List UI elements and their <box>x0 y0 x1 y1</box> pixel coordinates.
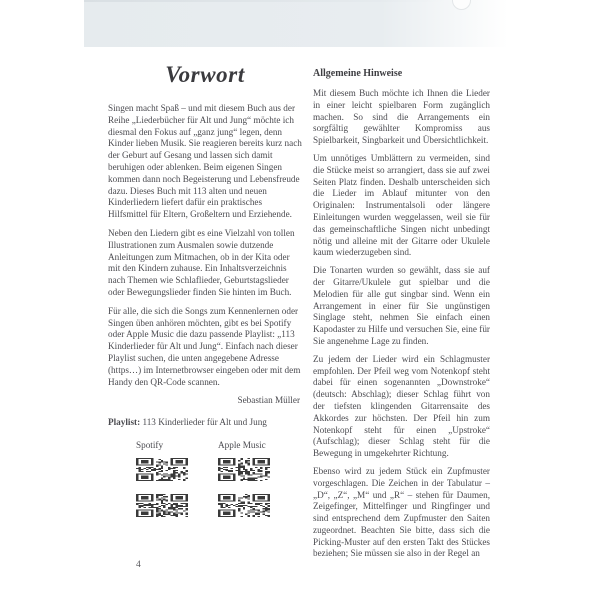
qr-code-apple-1 <box>218 458 270 481</box>
paragraph-arrangements: Mit diesem Buch möchte ich Ihnen die Lieder in einer leicht spielbaren Form zugänglich machen. So sind die Arrangements ein sorgfältig gewählter Kompromiss aus Spielbarkeit, Singbarkeit und Übersichtlichkeit. <box>313 88 490 146</box>
playlist-line <box>108 416 302 428</box>
paragraph-tonarten: Die Tonarten wurden so gewählt, dass sie auf der Gitarre/Ukulele gut spielbar und die Melodien für alle gut singbar sind. Wenn ein Arrangement in einer für Sie ungünstigen Singlage steht, nehmen Sie einfach einen Kapodaster zu Hilfe und versuchen Sie, eine für Sie angenehme Lage zu finden. <box>313 265 490 346</box>
page-title: Vorwort <box>165 62 245 87</box>
right-column <box>313 68 490 566</box>
paragraph-zupfmuster: Ebenso wird zu jedem Stück ein Zupfmuster vorgeschlagen. Die Zeichen in der Tabulatur – „D“, „Z“, „M“ und „R“ – stehen für Daumen, Zeigefinger, Mittelfinger und Ringfinger und sind entsprechend dem Zupfmuster den Saiten zugeordnet. Beachten Sie bitte, dass sich die Picking-Muster auf den ersten Takt des Stückes beziehen; Sie müssen sie also in der Regel an <box>313 465 490 559</box>
qr-code-apple-2 <box>218 494 270 517</box>
spotify-label: Spotify <box>136 440 164 451</box>
service-spotify <box>136 440 188 530</box>
service-apple-music <box>218 440 270 530</box>
header-band <box>84 0 508 47</box>
apple-music-label: Apple Music <box>218 440 266 451</box>
paragraph-umblaettern: Um unnötiges Umblättern zu vermeiden, sind die Stücke meist so arrangiert, dass sie auf zwei Seiten Platz finden. Deshalb unterscheiden sich die Lieder im Ablauf mitunter von den Originalen: Instrumentalsoli oder längere Einleitungen wurden weggelassen, weil sie für das gemeinschaftliche Singen nicht unbedingt nötig und alleine mit der Gitarre oder Ukulele kaum wiederzugeben sind. <box>313 152 490 258</box>
paragraph-singen: Singen macht Spaß – und mit diesem Buch aus der Reihe „Liederbücher für Alt und Jung“ möchte ich diesmal den Fokus auf „ganz jung“ legen, denn Kinder lieben Musik. Sie reagieren bereits kurz nach der Geburt auf Gesang und lassen sich damit beruhigen oder ablenken. Beim eigenen Singen kommen dann noch Begeisterung und Lebensfreude dazu. Dieses Buch mit 113 alten und neuen Kinderliedern liefert dafür ein praktisches Hilfsmittel für Eltern, Großeltern und Erziehende. <box>108 103 302 220</box>
paragraph-schlagmuster: Zu jedem der Lieder wird ein Schlagmuster empfohlen. Der Pfeil weg vom Notenkopf steht dabei für einen sogenannten „Downstroke“ (deutsch: Abschlag); dieser Schlag führt von der tiefsten klingenden Gitarrensaite des Akkordes zur höchsten. Der Pfeil hin zum Notenkopf steht für einen „Upstroke“ (Aufschlag); dieser Schlag steht für die Bewegung in umgekehrter Richtung. <box>313 353 490 459</box>
section-heading: Allgemeine Hinweise <box>313 68 403 79</box>
playlist-label: Playlist: <box>108 417 141 428</box>
paragraph-playlist-info: Für alle, die sich die Songs zum Kennenlernen oder Singen üben anhören möchten, gibt es bei Spotify oder Apple Music die dazu passende Playlist: „113 Kinderlieder für Alt und Jung“. Einfach nach dieser Playlist suchen, die unten angegebene Adresse (https…) im Internetbrowser eingeben oder mit dem Handy den QR-Code scannen. <box>108 305 301 387</box>
left-column <box>108 62 302 530</box>
playlist-title: 113 Kinderlieder für Alt und Jung <box>142 417 267 428</box>
paragraph-illustrationen: Neben den Liedern gibt es eine Vielzahl von tollen Illustrationen zum Ausmalen sowie dutzende Anleitungen zum Mitmachen, ob in der Kita oder mit den Kindern zuhause. Ein Inhaltsverzeichnis nach Themen wie Schlaflieder, Geburtstagslieder oder Bewegungslieder finden Sie hinten im Buch. <box>108 227 295 297</box>
page-number: 4 <box>136 560 141 570</box>
author-signature: Sebastian Müller <box>237 395 300 406</box>
qr-code-spotify-2 <box>136 494 188 517</box>
qr-code-spotify-1 <box>136 458 188 481</box>
streaming-services <box>136 440 302 530</box>
